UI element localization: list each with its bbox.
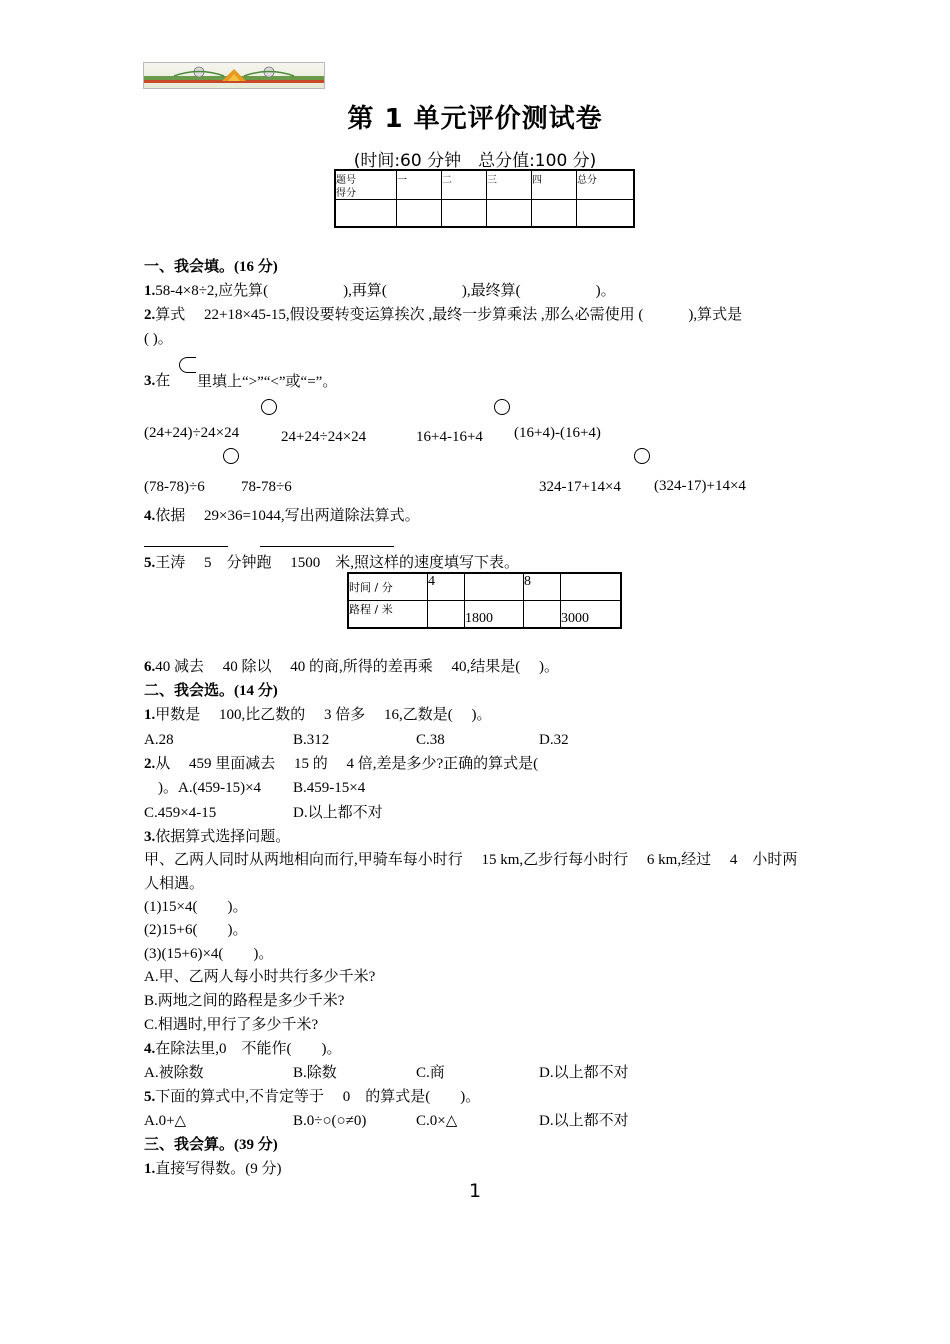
question-text: 下面的算式中,不肯定等于 0 的算式是( )。 [155,1089,481,1105]
question-text: 王涛 5 分钟跑 1500 米,照这样的速度填写下表。 [155,555,520,571]
s1-q2-line2: ( )。 [144,331,173,347]
question-text: 从 459 里面减去 15 的 4 倍,差是多少?正确的算式是( [155,756,539,772]
option-b[interactable]: B.除数 [293,1065,337,1081]
s2-q1 [144,706,492,724]
question-text: 40 减去 40 除以 40 的商,所得的差再乘 40,结果是( )。 [155,659,559,675]
story-line-1: 甲、乙两人同时从两地相向而行,甲骑车每小时行 15 km,乙步行每小时行 6 km,经过 4 小时两 [144,852,798,868]
section3-heading: 三、我会算。(39 分) [144,1137,278,1153]
table-cell: 8 [524,573,561,601]
speed-table [347,572,622,629]
question-text: 甲数是 100,比乙数的 3 倍多 16,乙数是( )。 [155,707,492,723]
table-cell: 4 [428,573,465,601]
question-text: 依据算式选择问题。 [155,829,291,845]
s2-q3 [144,828,290,846]
question-number: 1. [144,1161,156,1177]
expr-4: (16+4)-(16+4) [514,425,601,441]
compare-circle-1[interactable] [261,399,277,415]
s1-q3 [144,372,170,390]
score-col-total: 总分 [577,170,635,200]
score-col-4: 四 [532,170,577,200]
expr-6: 78-78÷6 [241,479,292,495]
option-b[interactable]: B.459-15×4 [293,780,366,796]
option-a[interactable]: )。A.(459-15)×4 [158,780,262,796]
logo-graphic [144,63,324,88]
question-number: 2. [144,756,156,772]
circle-mark-icon [179,357,196,373]
sub-question-2: (2)15+6( )。 [144,922,248,938]
compare-circle-3[interactable] [223,448,239,464]
expr-3: 16+4-16+4 [416,429,483,445]
question-number: 4. [144,508,156,524]
option-d[interactable]: D.以上都不对 [539,1113,629,1129]
question-number: 3. [144,829,156,845]
score-row-label: 得分 [336,188,356,199]
option-c[interactable]: C.459×4-15 [144,805,217,821]
s1-q6 [144,658,559,676]
choice-a[interactable]: A.甲、乙两人每小时共行多少千米? [144,969,376,985]
page-number: 1 [468,1180,482,1202]
answer-blank-2[interactable] [260,545,394,547]
question-number: 5. [144,555,156,571]
question-number: 2. [144,307,156,323]
question-text: 在除法里,0 不能作( )。 [155,1041,342,1057]
exam-info: (时间:60 分钟 总分值:100 分) [353,151,597,171]
option-d[interactable]: D.以上都不对 [293,805,383,821]
s1-q4 [144,507,420,525]
option-c[interactable]: C.38 [416,732,445,748]
score-table-header [335,170,397,200]
table-cell: 1800 [465,601,524,629]
option-d[interactable]: D.32 [539,732,569,748]
score-cell-label: 题号 [336,175,356,186]
section2-heading: 二、我会选。(14 分) [144,683,278,699]
s2-q4 [144,1040,342,1058]
score-cell[interactable] [487,200,532,228]
question-text: 直接写得数。(9 分) [155,1161,282,1177]
score-col-3: 三 [487,170,532,200]
score-cell[interactable] [442,200,487,228]
option-c[interactable]: C.0×△ [416,1113,458,1129]
s1-q1 [144,282,616,300]
question-number: 3. [144,373,156,389]
score-col-2: 二 [442,170,487,200]
option-a[interactable]: A.0+△ [144,1113,187,1129]
score-cell[interactable] [397,200,442,228]
compare-circle-4[interactable] [634,448,650,464]
question-number: 5. [144,1089,156,1105]
score-table [334,169,635,228]
s1-q2 [144,306,742,324]
s1-q3-instruction: 里填上“>”“<”或“=”。 [197,374,338,390]
option-a[interactable]: A.28 [144,732,174,748]
expr-2: 24+24÷24×24 [281,429,367,445]
table-cell[interactable] [465,573,524,601]
table-cell: 3000 [561,601,622,629]
score-col-1: 一 [397,170,442,200]
choice-c[interactable]: C.相遇时,甲行了多少千米? [144,1017,319,1033]
table-cell: 路程 / 米 [348,601,428,629]
question-number: 1. [144,707,156,723]
question-text: 依据 29×36=1044,写出两道除法算式。 [155,508,420,524]
compare-circle-2[interactable] [494,399,510,415]
sub-question-3: (3)(15+6)×4( )。 [144,946,274,962]
score-cell[interactable] [577,200,635,228]
question-text: 58-4×8÷2,应先算( ),再算( ),最终算( )。 [155,283,616,299]
table-cell[interactable] [428,601,465,629]
sub-question-1: (1)15×4( )。 [144,899,248,915]
s1-q5 [144,554,519,572]
logo-banner [143,62,325,89]
expr-1: (24+24)÷24×24 [144,425,240,441]
option-d[interactable]: D.以上都不对 [539,1065,629,1081]
question-text: 在 [155,373,171,389]
s2-q2 [144,755,538,773]
question-number: 1. [144,283,156,299]
section1-heading: 一、我会填。(16 分) [144,259,278,275]
expr-5: (78-78)÷6 [144,479,205,495]
s2-q5 [144,1088,480,1106]
option-b[interactable]: B.312 [293,732,330,748]
table-cell[interactable] [524,601,561,629]
score-cell[interactable] [532,200,577,228]
s3-q1 [144,1160,282,1178]
story-line-2: 人相遇。 [144,876,205,892]
question-text: 算式 22+18×45-15,假设要转变运算挨次 ,最终一步算乘法 ,那么必需使用 ( ),算式是 [155,307,743,323]
score-cell[interactable] [335,200,397,228]
option-c[interactable]: C.商 [416,1065,445,1081]
expr-7: 324-17+14×4 [539,479,621,495]
expr-8: (324-17)+14×4 [654,478,746,494]
option-a[interactable]: A.被除数 [144,1065,204,1081]
choice-b[interactable]: B.两地之间的路程是多少千米? [144,993,345,1009]
answer-blank-1[interactable] [144,545,228,547]
question-number: 4. [144,1041,156,1057]
table-cell: 时间 / 分 [348,573,428,601]
page-title: 第 1 单元评价测试卷 [347,104,603,134]
table-row [348,601,621,629]
option-b[interactable]: B.0÷○(○≠0) [293,1113,367,1129]
question-number: 6. [144,659,156,675]
table-row [348,573,621,601]
table-cell[interactable] [561,573,622,601]
